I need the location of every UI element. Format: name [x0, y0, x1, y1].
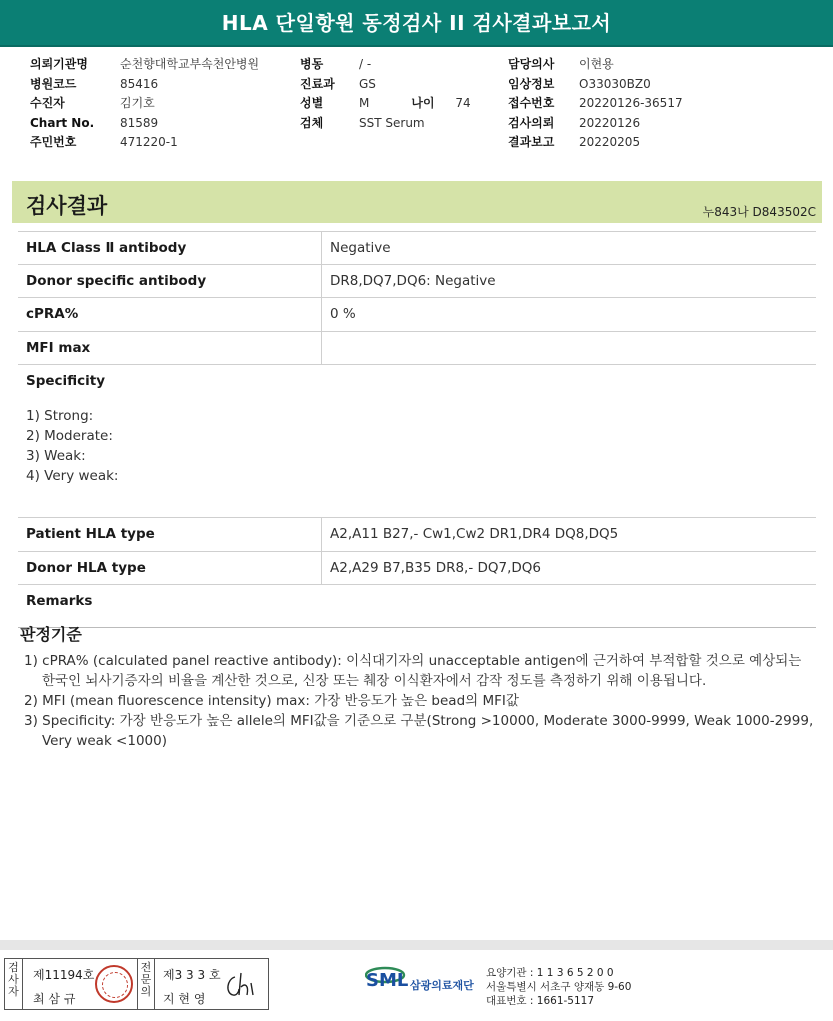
- footer-divider: [0, 940, 833, 950]
- specificity-item: 1) Strong:: [26, 408, 94, 424]
- report-title: HLA 단일항원 동정검사 II 검사결과보고서: [0, 0, 833, 47]
- info-label: 진료과: [300, 76, 335, 91]
- row-label: Donor specific antibody: [26, 272, 207, 289]
- specificity-item: 4) Very weak:: [26, 468, 119, 484]
- table-row: [18, 298, 816, 332]
- table-row: [18, 265, 816, 299]
- info-label: 병원코드: [30, 76, 77, 91]
- row-label: Donor HLA type: [26, 559, 146, 576]
- row-value: 0 %: [321, 298, 816, 331]
- signer2-role: 전문의: [137, 959, 155, 1009]
- signer2-name: 지 현 영: [163, 992, 206, 1006]
- info-value: 81589: [120, 115, 159, 130]
- row-value: DR8,DQ7,DQ6: Negative: [321, 265, 816, 298]
- row-label: Specificity: [26, 373, 106, 389]
- row-label: Patient HLA type: [26, 526, 155, 542]
- result-code: 누843나 D843502C: [702, 205, 816, 219]
- info-label: 수진자: [30, 96, 65, 110]
- row-value: A2,A29 B7,B35 DR8,- DQ7,DQ6: [321, 552, 816, 585]
- row-label: MFI max: [26, 339, 91, 356]
- info-column-2: [300, 55, 471, 133]
- info-label: 담당의사: [508, 57, 555, 71]
- age-label: 나이: [411, 96, 435, 110]
- row-label: HLA Class Ⅱ antibody: [26, 240, 187, 256]
- table-row: [18, 332, 816, 366]
- info-value: 20220126-36517: [579, 96, 683, 110]
- criteria-item: 3) Specificity: 가장 반응도가 높은 allele의 MFI값을 기준으로 구분(Strong >10000, Moderate 3000-9999, Weak 1000-2999, Very weak <1000): [24, 713, 814, 749]
- criteria-item: 1) cPRA% (calculated panel reactive antibody): 이식대기자의 unacceptable antigen에 근거하여 부적합할 것으로 예상되는 한국인 뇌사기증자의 비율을 계산한 것으로, 신장 또는 췌장 이식환자에서 감작 정도를 측정하기 위해 이용됩니다.: [24, 653, 802, 689]
- signer1-number: 제11194호: [33, 968, 95, 982]
- patient-info: [30, 55, 810, 151]
- organization-info: [486, 966, 631, 1008]
- criteria-item: 2) MFI (mean fluorescence intensity) max: 가장 반응도가 높은 bead의 MFI값: [24, 693, 519, 709]
- info-column-1: [30, 55, 259, 153]
- signer1-name: 최 삼 규: [33, 992, 76, 1006]
- row-value: A2,A11 B27,- Cw1,Cw2 DR1,DR4 DQ8,DQ5: [321, 518, 816, 551]
- specificity-row: [18, 365, 816, 518]
- logo-text: SML: [366, 970, 409, 991]
- row-label: Remarks: [26, 593, 93, 609]
- age-value: 74: [455, 96, 471, 110]
- info-value: GS: [359, 76, 376, 91]
- specificity-item: 3) Weak:: [26, 448, 86, 464]
- info-value: 471220-1: [120, 135, 178, 149]
- signature-box: [4, 958, 269, 1010]
- table-row: [18, 518, 816, 552]
- info-label: 접수번호: [508, 96, 555, 110]
- info-value: O33030BZ0: [579, 76, 651, 91]
- result-heading: 검사결과: [26, 194, 108, 218]
- info-value: 20220126: [579, 115, 641, 130]
- specificity-item: 2) Moderate:: [26, 428, 113, 444]
- info-label: 임상정보: [508, 76, 555, 91]
- remarks-row: [18, 585, 816, 628]
- info-label: 검체: [300, 115, 324, 130]
- info-value: / -: [359, 57, 372, 71]
- info-label: 검사의뢰: [508, 115, 555, 130]
- criteria-title: 판정기준: [20, 625, 82, 644]
- info-label: 주민번호: [30, 135, 77, 149]
- logo-korean: 삼광의료재단: [410, 979, 474, 992]
- info-label: 결과보고: [508, 135, 555, 149]
- criteria-list: [24, 651, 814, 751]
- row-value: Negative: [321, 232, 816, 264]
- info-label: 성별: [300, 96, 324, 110]
- info-value: SST Serum: [359, 115, 425, 130]
- seal-stamp: [95, 965, 133, 1003]
- info-column-3: [508, 55, 683, 153]
- result-table: [18, 231, 816, 628]
- info-value: M: [359, 96, 370, 110]
- signer2-number: 제3 3 3 호: [163, 968, 221, 982]
- info-value: 85416: [120, 76, 159, 91]
- table-row: [18, 231, 816, 265]
- table-row: [18, 552, 816, 586]
- info-value: 20220205: [579, 135, 641, 149]
- signature-icon: [223, 969, 263, 1001]
- info-value: 김기호: [120, 96, 155, 110]
- info-label: Chart No.: [30, 115, 95, 130]
- signer1-role: 검사자: [5, 959, 23, 1009]
- specificity-list: [26, 406, 118, 486]
- org-line: 서울특별시 서초구 양재동 9-60: [486, 981, 632, 993]
- info-label: 의뢰기관명: [30, 57, 88, 71]
- row-label: cPRA%: [26, 306, 79, 322]
- info-value: 순천향대학교부속천안병원: [120, 57, 260, 71]
- org-line: 요양기관 : 1 1 3 6 5 2 0 0: [486, 967, 614, 979]
- info-label: 병동: [300, 57, 324, 71]
- row-value: [321, 332, 816, 365]
- result-section-header: [12, 181, 822, 223]
- org-line: 대표번호 : 1661-5117: [486, 995, 595, 1007]
- info-value: 이현용: [579, 57, 614, 71]
